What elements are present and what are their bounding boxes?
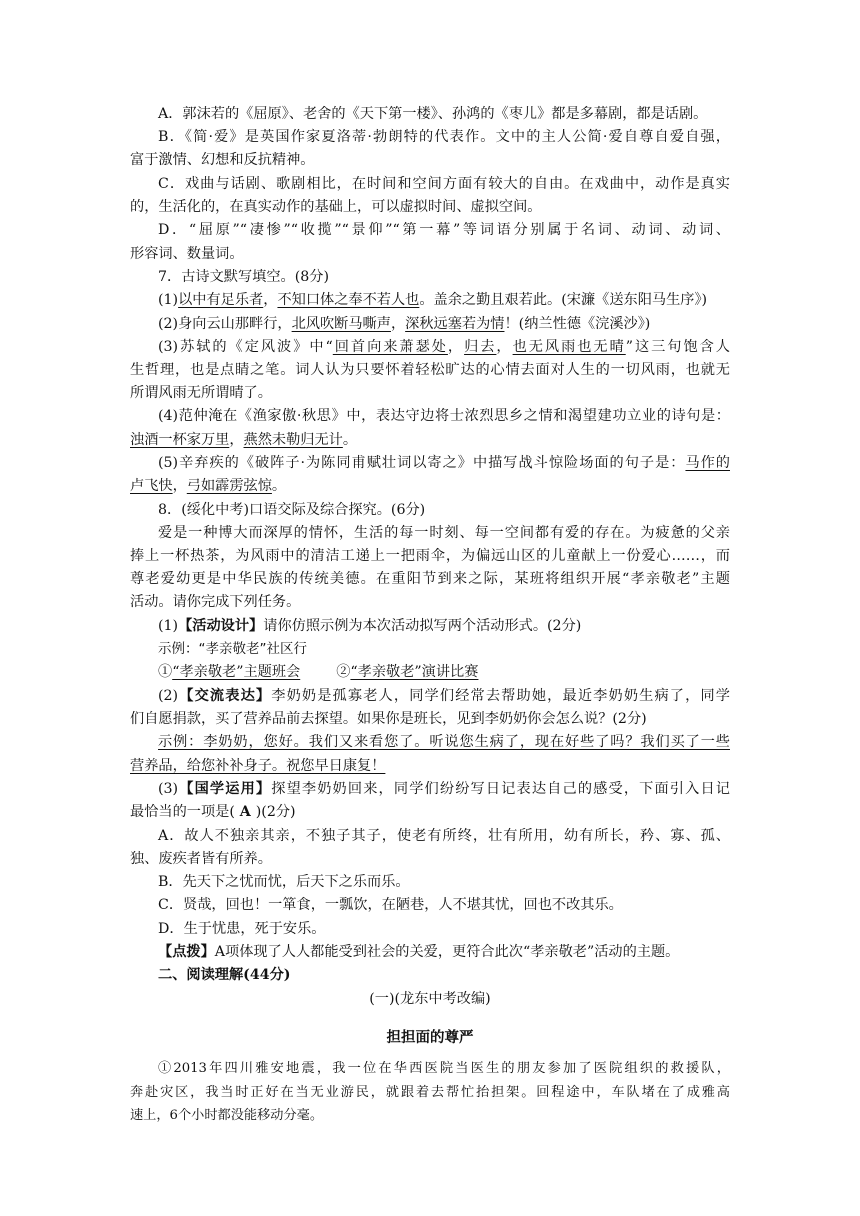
q8-task-3: (3)【国学运用】探望李奶奶回来，同学们纷纷写日记表达自己的感受，下面引入日记 [158, 781, 730, 797]
q6-option-c-cont: 的，生活化的，在真实动作的基础上，可以虚拟时间、虚拟空间。 [130, 199, 542, 215]
q7-answer-4a: 浊酒一杯家万里 [130, 432, 230, 448]
q6-option-c: C．戏曲与话剧、歌剧相比，在时间和空间方面有较大的自由。在戏曲中，动作是真实 [158, 176, 730, 192]
q8-para-4: 活动。请你完成下列任务。 [130, 594, 301, 610]
q8-option-b: B．先天下之忧而忧，后天下之乐而乐。 [158, 874, 410, 890]
q7-item-3-end: 所谓风雨无所谓晴了。 [130, 385, 272, 401]
q7-item-5-answer: 卢飞快，弓如霹雳弦惊。 [130, 478, 287, 494]
q8-para-2: 捧上一杯热茶，为风雨中的清洁工递上一把雨伞，为偏远山区的儿童献上一份爱心……，而 [130, 548, 730, 564]
q8-task-3-cont: 最恰当的一项是( A )(2分) [130, 804, 296, 820]
q8-task-2-answer-cont [130, 754, 730, 778]
q7-item-5: (5)辛弃疾的《破阵子·为陈同甫赋壮词以寄之》中描写战斗惊险场面的句子是：马作的 [158, 455, 730, 471]
q6-option-d: D．“屈原”“凄惨”“收揽”“景仰”“第一幕”等词语分别属于名词、动词、动词、 [158, 222, 730, 238]
q7-item-1: (1)以中有足乐者，不知口体之奉不若人也。盖余之勤且艰若此。(宋濂《送东阳马生序》) [158, 292, 708, 308]
q8-task-2-cont: 们自愿捐款，买了营养品前去探望。如果你是班长，见到李奶奶你会怎么说？(2分) [130, 711, 647, 727]
article-para-1-end: 速上，6个小时都没能移动分毫。 [130, 1108, 324, 1123]
q7-item-3: (3)苏轼的《定风波》中“回首向来萧瑟处，归去，也无风雨也无晴”这三句饱含人 [158, 339, 730, 355]
section-2-heading: 二、阅读理解(44分) [158, 967, 291, 983]
q8-option-d: D．生于忧患，死于安乐。 [158, 921, 326, 937]
q8-task-1-answer-2: “孝亲敬老”演讲比赛 [350, 664, 479, 680]
q8-task-2-answer-line-1: 示例：李奶奶，您好。我们又来看您了。听说您生病了，现在好些了吗？我们买了一些 [158, 734, 730, 750]
q7-answer-2b: 深秋远塞若为情 [405, 316, 505, 332]
q8-option-a: A．故人不独亲其亲，不独子其子，使老有所终，壮有所用，幼有所长，矜、寡、孤、 [158, 828, 730, 844]
section-2-subheading: (一)(龙东中考改编) [369, 991, 491, 1007]
article-para-1: ①2013年四川雅安地震，我一位在华西医院当医生的朋友参加了医院组织的救援队， [158, 1061, 730, 1076]
q7-item-4-answer: 浊酒一杯家万里，燕然未勒归无计。 [130, 432, 358, 448]
q8-task-3-tag: 【国学运用】 [178, 781, 272, 797]
q8-task-2-answer-line-2: 营养品，给您补补身子。祝您早日康复！ [130, 758, 386, 774]
q8-task-3-answer: A [234, 804, 256, 820]
q6-option-a: A．郭沫若的《屈原》、老舍的《天下第一楼》、孙鸿的《枣儿》都是多幕剧，都是话剧。 [158, 106, 708, 122]
q8-task-1-tag: 【活动设计】 [178, 618, 264, 634]
q8-para-3: 尊老爱幼更是中华民族的传统美德。在重阳节到来之际，某班将组织开展“孝亲敬老”主题 [130, 571, 730, 587]
q7-heading: 7．古诗文默写填空。(8分) [158, 269, 329, 285]
q8-option-c: C．贤哉，回也！一箪食，一瓢饮，在陋巷，人不堪其忧，回也不改其乐。 [158, 897, 623, 913]
q7-answer-1a: 以中有足乐者 [178, 292, 264, 308]
q8-task-1-answer-1: “孝亲敬老”主题班会 [172, 664, 301, 680]
q8-tip-tag: 【点拨】 [158, 944, 215, 960]
q8-task-1: (1)【活动设计】请你仿照示例为本次活动拟写两个活动形式。(2分) [158, 618, 582, 634]
q6-option-b: B．《简·爱》是英国作家夏洛蒂·勃朗特的代表作。文中的主人公简·爱自尊自爱自强， [158, 129, 730, 145]
q7-answer-2a: 北风吹断马嘶声 [291, 316, 391, 332]
q7-answer-3b: 归去 [464, 339, 497, 355]
q8-para-1: 爱是一种博大而深厚的情怀，生活的每一时刻、每一空间都有爱的存在。为疲惫的父亲 [158, 525, 730, 541]
q7-answer-5a: 马作的 [685, 455, 730, 471]
article-title: 担担面的尊严 [386, 1030, 474, 1046]
q7-answer-3c: 也无风雨也无晴 [512, 339, 626, 355]
q8-tip: 【点拨】A项体现了人人都能受到社会的关爱，更符合此次“孝亲敬老”活动的主题。 [158, 944, 680, 960]
q7-answer-1b: 不知口体之奉不若人也 [277, 292, 420, 308]
q6-option-b-cont: 富于激情、幻想和反抗精神。 [130, 152, 315, 168]
q8-task-1-answers: ①“孝亲敬老”主题班会 ②“孝亲敬老”演讲比赛 [158, 664, 479, 680]
q8-task-2-answer [158, 730, 730, 754]
q8-option-a-cont: 独、废疾者皆有所养。 [130, 851, 272, 867]
article-para-1-cont: 奔赴灾区，我当时正好在当无业游民，就跟着去帮忙抬担架。回程途中，车队堵在了成雅高 [130, 1085, 730, 1100]
q7-answer-3a: 回首向来萧瑟处 [332, 339, 448, 355]
q8-heading: 8．(绥化中考)口语交际及综合探究。(6分) [158, 502, 426, 518]
q7-item-4: (4)范仲淹在《渔家傲·秋思》中，表达守边将士浓烈思乡之情和渴望建功立业的诗句是： [158, 408, 730, 424]
q8-task-1-example: 示例：“孝亲敬老”社区行 [158, 641, 307, 657]
q7-answer-5b: 弓如霹雳弦惊 [186, 478, 272, 494]
q8-task-2: (2)【交流表达】李奶奶是孤寡老人，同学们经常去帮助她，最近李奶奶生病了，同学 [158, 688, 730, 704]
q6-option-d-cont: 形容词、数量词。 [130, 246, 244, 262]
q8-task-2-tag: 【交流表达】 [178, 688, 272, 704]
q7-answer-5a-cont: 卢飞快 [130, 478, 173, 494]
q7-answer-4b: 燕然未勒归无计 [243, 432, 343, 448]
q7-item-3-cont: 生哲理，也是点睛之笔。词人认为只要怀着轻松旷达的心情去面对人生的一切风雨，也就无 [130, 362, 730, 378]
q7-item-2: (2)身向云山那畔行，北风吹断马嘶声，深秋远塞若为情！(纳兰性德《浣溪沙》) [158, 316, 651, 332]
